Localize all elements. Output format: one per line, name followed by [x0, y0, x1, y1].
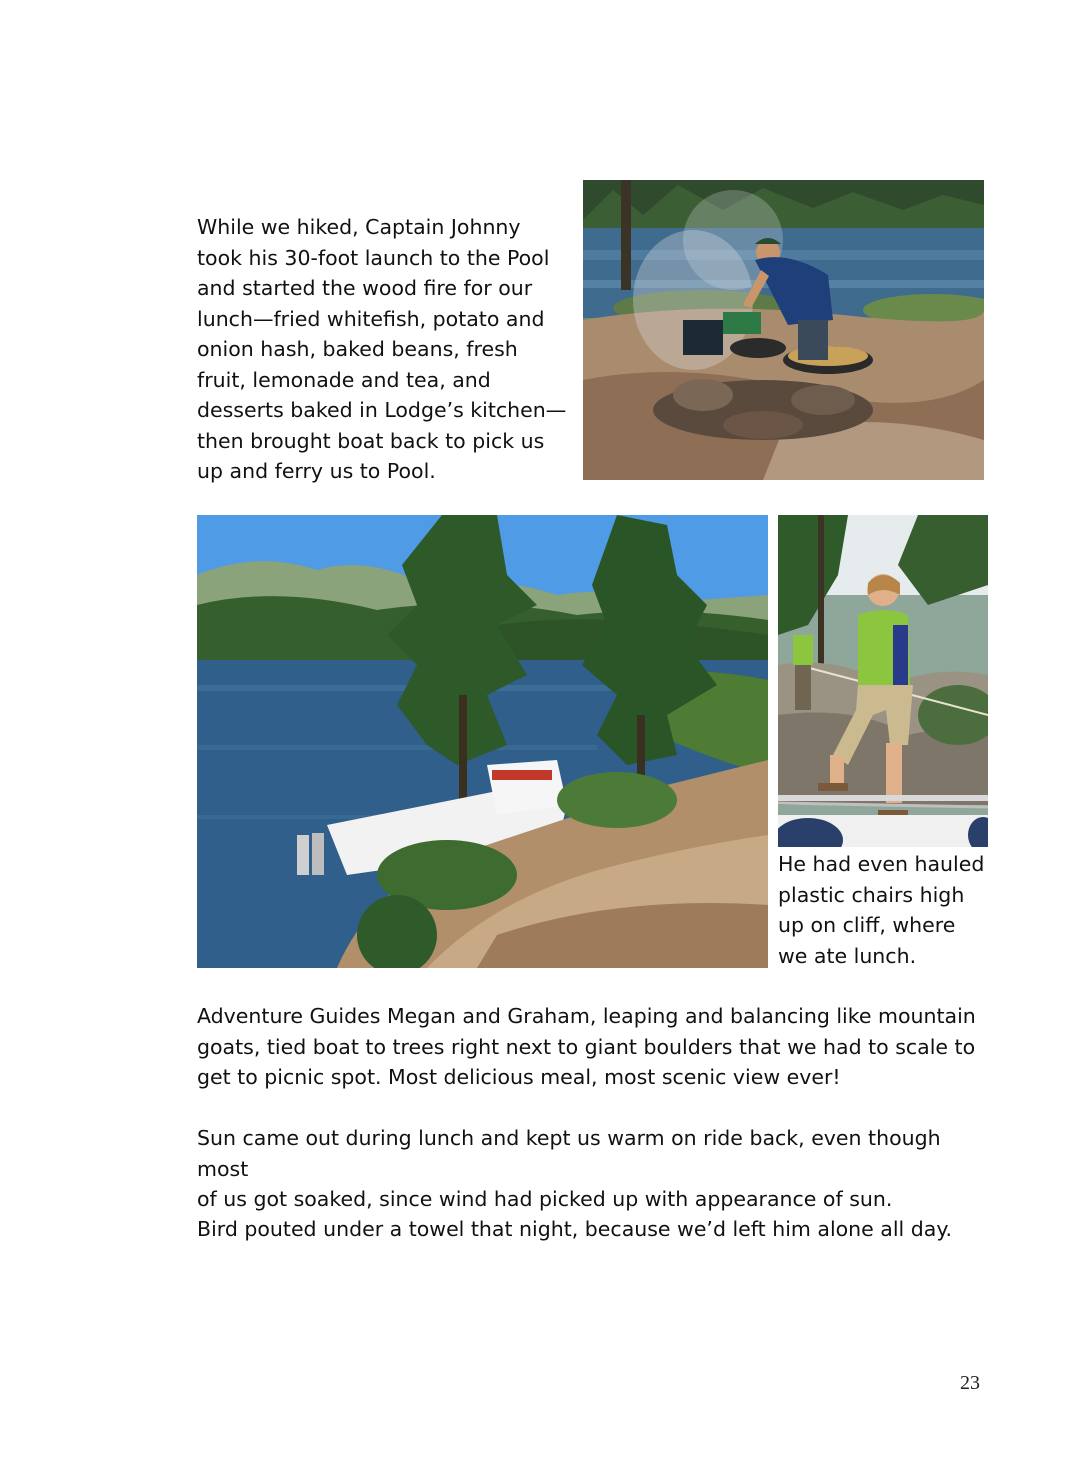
- text-line: get to picnic spot. Most delicious meal, most scenic view ever!: [197, 1065, 841, 1089]
- text-line: up on cliff, where: [778, 913, 956, 937]
- photo-caption: [778, 849, 988, 971]
- text-line: fruit, lemonade and tea, and: [197, 367, 491, 392]
- text-line: Sun came out during lunch and kept us warm on ride back, even though most: [197, 1126, 941, 1181]
- intro-paragraph: [197, 212, 577, 487]
- text-line: then brought boat back to pick us: [197, 428, 545, 453]
- bird-paragraph: [197, 1214, 997, 1245]
- lake-boat-image: [197, 515, 768, 968]
- guides-paragraph: [197, 1001, 997, 1093]
- text-line: and started the wood fire for our: [197, 276, 533, 300]
- text-line: of us got soaked, since wind had picked up with appearance of sun.: [197, 1187, 893, 1211]
- text-line: plastic chairs high: [778, 882, 965, 907]
- campfire-cooking-image: [583, 180, 984, 480]
- text-line: goats, tied boat to trees right next to giant boulders that we had to scale to: [197, 1034, 976, 1059]
- text-line: took his 30-foot launch to the Pool: [197, 245, 550, 270]
- guide-on-boat-photo: [778, 515, 988, 847]
- sun-paragraph: [197, 1123, 997, 1215]
- text-line: we ate lunch.: [778, 943, 917, 968]
- page-number: 23: [960, 1372, 980, 1394]
- text-line: lunch—fried whitefish, potato and: [197, 306, 545, 331]
- text-line: Adventure Guides Megan and Graham, leaping and balancing like mountain: [197, 1004, 976, 1028]
- text-line: up and ferry us to Pool.: [197, 459, 436, 483]
- text-line: Bird pouted under a towel that night, because we’d left him alone all day.: [197, 1217, 953, 1241]
- campfire-cooking-photo: [583, 180, 984, 480]
- text-line: He had even hauled: [778, 852, 985, 876]
- guide-on-boat-image: [778, 515, 988, 847]
- lake-boat-photo: [197, 515, 768, 968]
- text-line: onion hash, baked beans, fresh: [197, 337, 518, 361]
- text-line: While we hiked, Captain Johnny: [197, 215, 521, 239]
- text-line: desserts baked in Lodge’s kitchen—: [197, 398, 567, 422]
